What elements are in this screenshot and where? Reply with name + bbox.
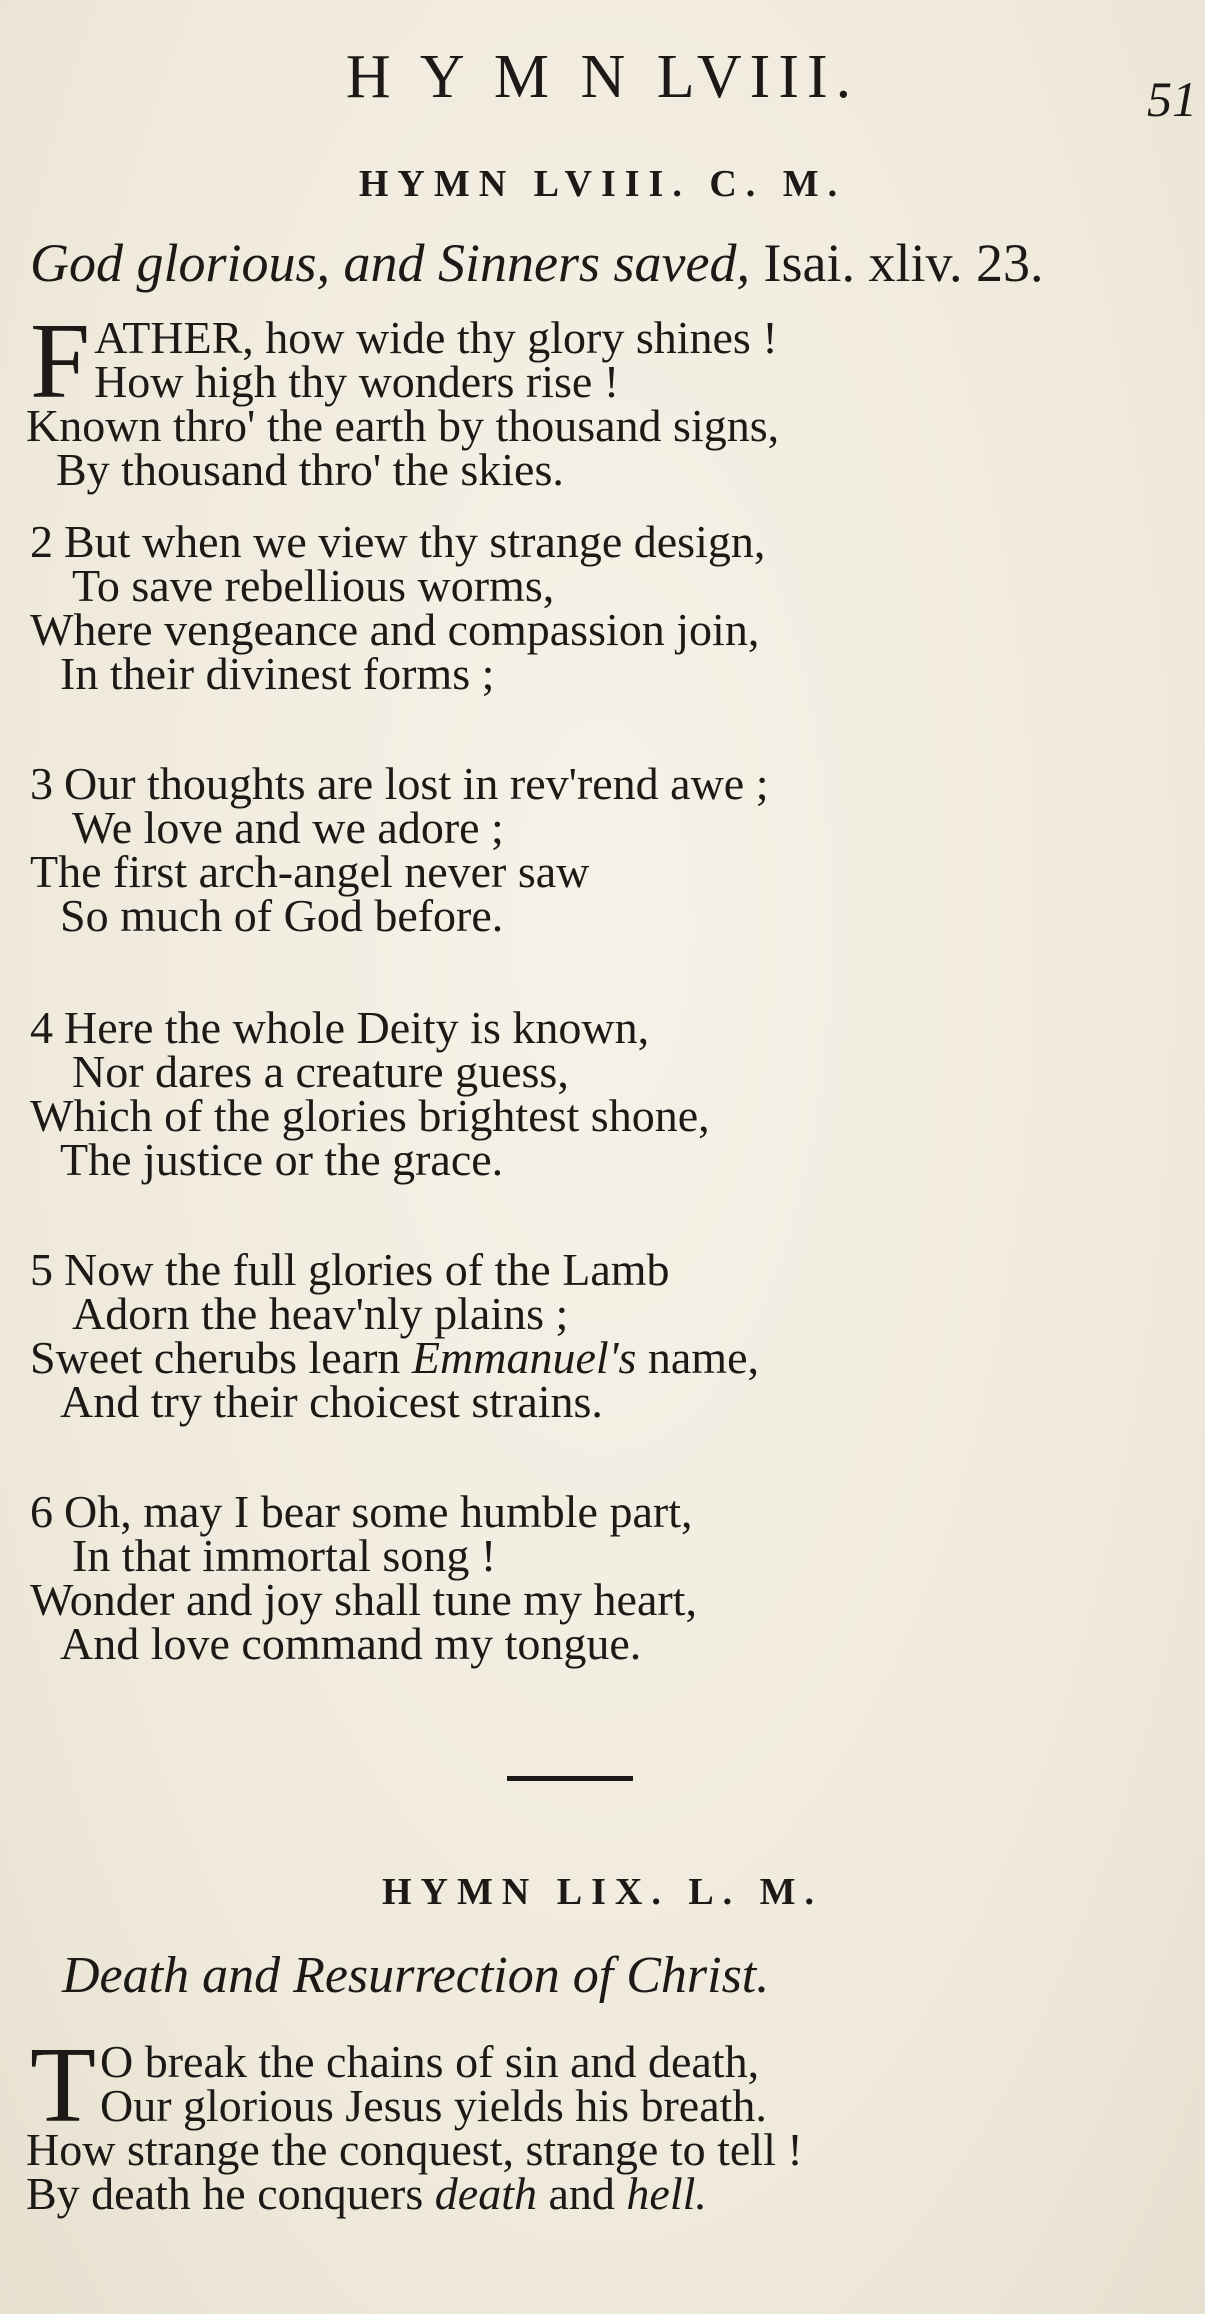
verse-line: So much of God before. — [60, 890, 504, 941]
verse-line: To save rebellious worms, — [72, 560, 555, 611]
verse-number: 6 — [30, 1486, 53, 1537]
verse-text: Sweet cherubs learn — [30, 1332, 412, 1383]
verse-text: name, — [636, 1332, 760, 1383]
verse-line: Adorn the heav'nly plains ; — [72, 1288, 569, 1339]
verse-line: Our glorious Jesus yields his breath. — [99, 2080, 767, 2131]
verse-line: And try their choicest strains. — [60, 1376, 603, 1427]
verse-line: By thousand thro' the skies. — [56, 444, 564, 495]
hymn-59-title: Death and Resurrection of Christ. — [62, 1947, 770, 2004]
verse-line: The first arch-angel never saw — [30, 846, 590, 897]
verse-line: Which of the glories brightest shone, — [30, 1090, 710, 1141]
hymn-58-subtitle — [30, 232, 1043, 294]
hymn-58-verse-4 — [30, 1002, 1200, 1185]
dropcap-t: T — [30, 2026, 96, 2145]
section-divider — [507, 1776, 633, 1781]
verse-line: Where vengeance and compassion join, — [30, 604, 760, 655]
hymn-59-verse-1 — [26, 2026, 1200, 2219]
verse-line — [30, 1332, 1200, 1383]
hymn-58-heading: HYMN LVIII. C. M. — [358, 163, 847, 205]
verse-line: And love command my tongue. — [60, 1618, 642, 1669]
page-number: 51 — [1147, 71, 1197, 127]
verse-line: Oh, may I bear some humble part, — [64, 1486, 693, 1537]
verse-line: ATHER, how wide thy glory shines ! — [94, 312, 778, 363]
verse-text: and — [536, 2168, 627, 2219]
verse-line: Nor dares a creature guess, — [72, 1046, 569, 1097]
verse-line: Now the full glories of the Lamb — [64, 1244, 670, 1295]
emphasis-name: Emmanuel's — [411, 1332, 637, 1383]
verse-line: How strange the conquest, strange to tell ! — [26, 2124, 803, 2175]
hymn-58-title: God glorious, and Sinners saved, — [30, 233, 750, 293]
verse-line: The justice or the grace. — [60, 1134, 504, 1185]
verse-line: But when we view thy strange design, — [64, 516, 766, 567]
verse-line: In that immortal song ! — [72, 1530, 497, 1581]
verse-line: Wonder and joy shall tune my heart, — [30, 1574, 697, 1625]
verse-text: By death he conquers — [26, 2168, 435, 2219]
verse-line: O break the chains of sin and death, — [99, 2036, 760, 2087]
verse-line: Here the whole Deity is known, — [64, 1002, 650, 1053]
verse-line: Known thro' the earth by thousand signs, — [26, 400, 780, 451]
verse-line — [26, 2168, 1200, 2219]
dropcap-f: F — [30, 302, 91, 421]
hymn-58-verse-1 — [26, 302, 1200, 495]
verse-number: 3 — [30, 758, 53, 809]
emphasis-hell: hell. — [626, 2168, 707, 2219]
verse-line: We love and we adore ; — [72, 802, 504, 853]
hymn-58-verse-6 — [30, 1486, 1200, 1669]
running-head: H Y M N LVIII. — [345, 43, 860, 111]
hymn-58-reference: Isai. xliv. 23. — [763, 233, 1044, 293]
verse-line: In their divinest forms ; — [60, 648, 495, 699]
emphasis-death: death — [434, 2168, 537, 2219]
verse-line: Our thoughts are lost in rev'rend awe ; — [64, 758, 769, 809]
verse-number: 5 — [30, 1244, 53, 1295]
hymn-58-verse-5 — [30, 1244, 1200, 1427]
verse-line: How high thy wonders rise ! — [94, 356, 620, 407]
hymn-59-heading: HYMN LIX. L. M. — [381, 1871, 824, 1913]
hymn-58-verse-2 — [30, 516, 1200, 699]
verse-number: 2 — [30, 516, 53, 567]
hymn-58-verse-3 — [30, 758, 1200, 941]
verse-number: 4 — [30, 1002, 53, 1053]
